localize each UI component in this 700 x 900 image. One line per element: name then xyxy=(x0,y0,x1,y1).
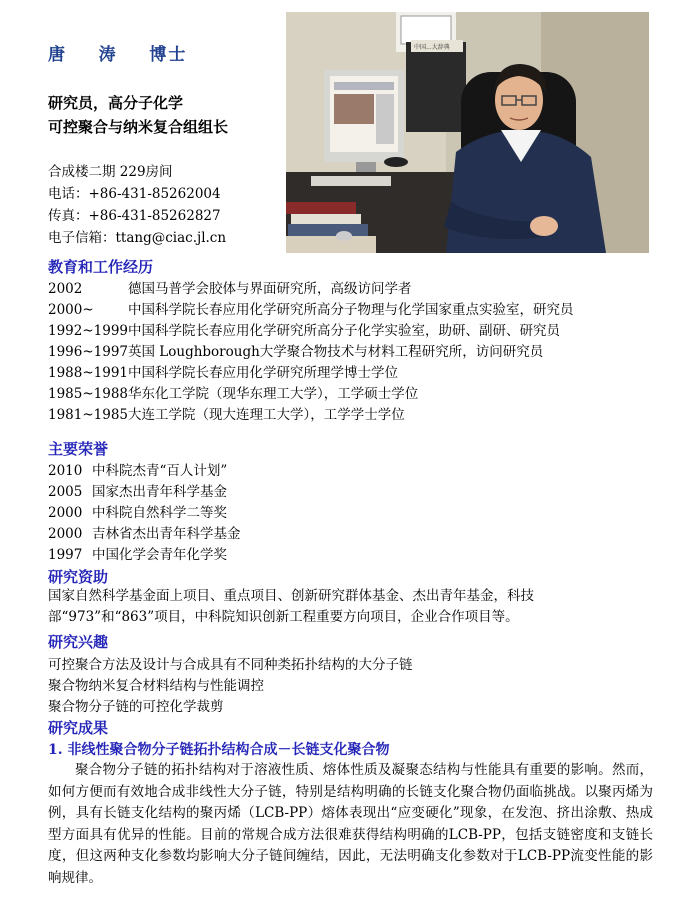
phone-number: 电话：+86-431-85262004 xyxy=(48,186,221,202)
honor-row: 2000 吉林省杰出青年科学基金 xyxy=(48,526,241,542)
book-spine-text: 中国...大辞典 xyxy=(414,44,450,51)
person-name: 唐 涛 博士 xyxy=(48,45,188,65)
interests-heading: 研究兴趣 xyxy=(48,633,109,651)
portrait-photo xyxy=(286,12,649,253)
position-title: 研究员，高分子化学 xyxy=(48,94,184,112)
education-row: 2000~ 中国科学院长春应用化学研究所高分子物理与化学国家重点实验室，研究员 xyxy=(48,302,574,318)
group-title: 可控聚合与纳米复合组组长 xyxy=(48,118,229,136)
honor-row: 2010 中科院杰青“百人计划” xyxy=(48,463,228,479)
education-heading: 教育和工作经历 xyxy=(48,258,154,276)
results-subheading: 1. 非线性聚合物分子链拓扑结构合成－长链支化聚合物 xyxy=(48,742,390,758)
education-row: 1992~1999中国科学院长春应用化学研究所高分子化学实验室，助研、副研、研究员 xyxy=(48,323,560,339)
education-row: 1985~1988华东化工学院（现华东理工大学），工学硕士学位 xyxy=(48,386,419,402)
results-heading: 研究成果 xyxy=(48,719,109,737)
education-row: 1988~1991中国科学院长春应用化学研究所理学博士学位 xyxy=(48,365,398,381)
education-row: 1996~1997英国 Loughborough大学聚合物技术与材料工程研究所，访问研究员 xyxy=(48,344,544,360)
honors-heading: 主要荣誉 xyxy=(48,440,109,458)
fax-number: 传真：+86-431-85262827 xyxy=(48,208,221,224)
honor-row: 2005 国家杰出青年科学基金 xyxy=(48,484,227,500)
honor-row: 2000 中科院自然科学二等奖 xyxy=(48,505,227,521)
office-room: 合成楼二期 229房间 xyxy=(48,164,173,180)
results-paragraph: 聚合物分子链的拓扑结构对于溶液性质、熔体性质及凝聚态结构与性能具有重要的影响。然而，如何方便而有效地合成非线性大分子链，特别是结构明确的长链支化聚合物仍面临挑战。以聚丙烯为例，具有长链支化结构的聚丙烯（LCB-PP）熔体表现出“应变硬化”现象，在发泡、挤出涂敷、热成型方面具有优异的性能。目前的常规合成方法很难获得结构明确的LCB-PP，包括支链密度和支链长度，但这两种支化参数均影响大分子链间缠结，因此，无法明确支化参数对于LCB-PP流变性能的影响规律。 xyxy=(48,762,653,886)
funding-heading: 研究资助 xyxy=(48,568,109,586)
honor-row: 1997 中国化学会青年化学奖 xyxy=(48,547,227,563)
education-row: 2002 德国马普学会胶体与界面研究所，高级访问学者 xyxy=(48,281,412,297)
interest-item: 聚合物分子链的可控化学裁剪 xyxy=(48,699,224,715)
interest-item: 可控聚合方法及设计与合成具有不同种类拓扑结构的大分子链 xyxy=(48,657,413,673)
email-address[interactable]: 电子信箱：ttang@ciac.jl.cn xyxy=(48,230,227,246)
interest-item: 聚合物纳米复合材料结构与性能调控 xyxy=(48,678,264,694)
funding-text: 国家自然科学基金面上项目、重点项目、创新研究群体基金、杰出青年基金，科技部“973”和“863”项目，中科院知识创新工程重要方向项目，企业合作项目等。 xyxy=(48,588,534,625)
portrait-illustration xyxy=(286,12,649,253)
education-row: 1981~1985大连工学院（现大连理工大学），工学学士学位 xyxy=(48,407,405,423)
